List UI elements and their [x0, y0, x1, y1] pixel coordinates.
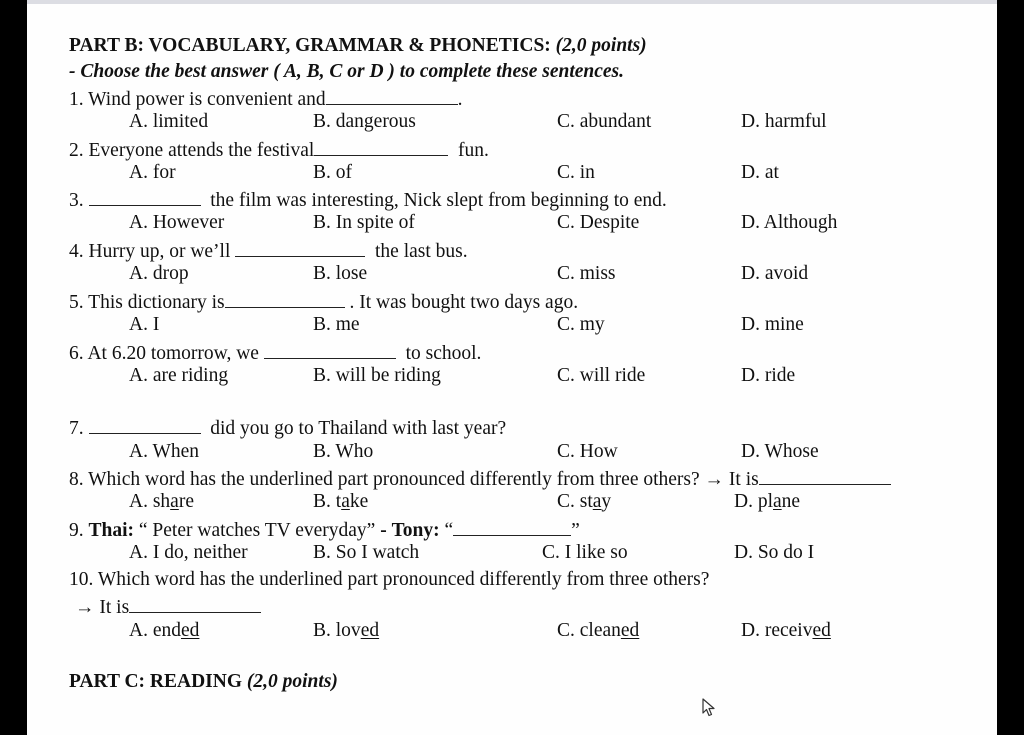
q5-option-a: A. I [129, 314, 160, 335]
q3-option-b: B. In spite of [313, 212, 415, 233]
q9-option-d: D. So do I [734, 542, 815, 563]
q1-option-d: D. harmful [741, 111, 827, 132]
q6-option-b: B. will be riding [313, 365, 441, 386]
q6-option-d: D. ride [741, 365, 796, 386]
q3-option-c: C. Despite [557, 212, 640, 233]
q1-option-c: C. abundant [557, 111, 652, 132]
question-5: 5. This dictionary is . It was bought two days ago. [69, 288, 578, 315]
question-3: 3. the film was interesting, Nick slept from beginning to end. [69, 186, 667, 213]
q8-option-a: A. share [129, 491, 194, 512]
q2-option-b: B. of [313, 162, 352, 183]
q9-option-c: C. I like so [542, 542, 628, 563]
part-b-heading: PART B: VOCABULARY, GRAMMAR & PHONETICS: (2,0 points) [69, 35, 647, 56]
question-2: 2. Everyone attends the festival fun. [69, 136, 489, 163]
q8-option-b: B. take [313, 491, 369, 512]
part-c-heading: PART C: READING (2,0 points) [69, 671, 338, 692]
question-1: 1. Wind power is convenient and . [69, 85, 463, 112]
arrow-icon: → [75, 597, 95, 618]
q10-option-c: C. cleaned [557, 620, 640, 641]
worksheet-page [27, 0, 997, 735]
q2-option-a: A. for [129, 162, 176, 183]
q7-option-b: B. Who [313, 441, 374, 462]
mouse-pointer-icon [702, 698, 718, 723]
question-4: 4. Hurry up, or we’ll the last bus. [69, 237, 468, 264]
q4-option-c: C. miss [557, 263, 616, 284]
q5-option-b: B. me [313, 314, 360, 335]
question-10-answer-line: → It is [75, 593, 261, 620]
q3-option-d: D. Although [741, 212, 838, 233]
question-9: 9. Thai: “ Peter watches TV everyday” - Tony: “ ” [69, 516, 580, 543]
q10-option-a: A. ended [129, 620, 200, 641]
q4-option-a: A. drop [129, 263, 189, 284]
q4-option-b: B. lose [313, 263, 368, 284]
q8-option-c: C. stay [557, 491, 612, 512]
part-b-instruction: - Choose the best answer ( A, B, C or D ) to complete these sentences. [69, 61, 625, 82]
q5-option-d: D. mine [741, 314, 804, 335]
q4-option-d: D. avoid [741, 263, 809, 284]
q3-option-a: A. However [129, 212, 225, 233]
q9-option-a: A. I do, neither [129, 542, 248, 563]
q2-option-d: D. at [741, 162, 779, 183]
q6-option-a: A. are riding [129, 365, 229, 386]
q1-option-a: A. limited [129, 111, 209, 132]
q1-option-b: B. dangerous [313, 111, 416, 132]
q6-option-c: C. will ride [557, 365, 646, 386]
q5-option-c: C. my [557, 314, 605, 335]
q9-option-b: B. So I watch [313, 542, 420, 563]
question-10: 10. Which word has the underlined part pronounced differently from three others? [69, 569, 710, 590]
q8-option-d: D. plane [734, 491, 801, 512]
question-7: 7. did you go to Thailand with last year? [69, 414, 506, 441]
q10-option-b: B. loved [313, 620, 380, 641]
question-8: 8. Which word has the underlined part pronounced differently from three others? → It is [69, 465, 891, 492]
q7-option-d: D. Whose [741, 441, 819, 462]
q10-option-d: D. received [741, 620, 831, 641]
q7-option-a: A. When [129, 441, 200, 462]
arrow-icon: → [704, 469, 725, 490]
q7-option-c: C. How [557, 441, 618, 462]
q2-option-c: C. in [557, 162, 595, 183]
question-6: 6. At 6.20 tomorrow, we to school. [69, 339, 481, 366]
